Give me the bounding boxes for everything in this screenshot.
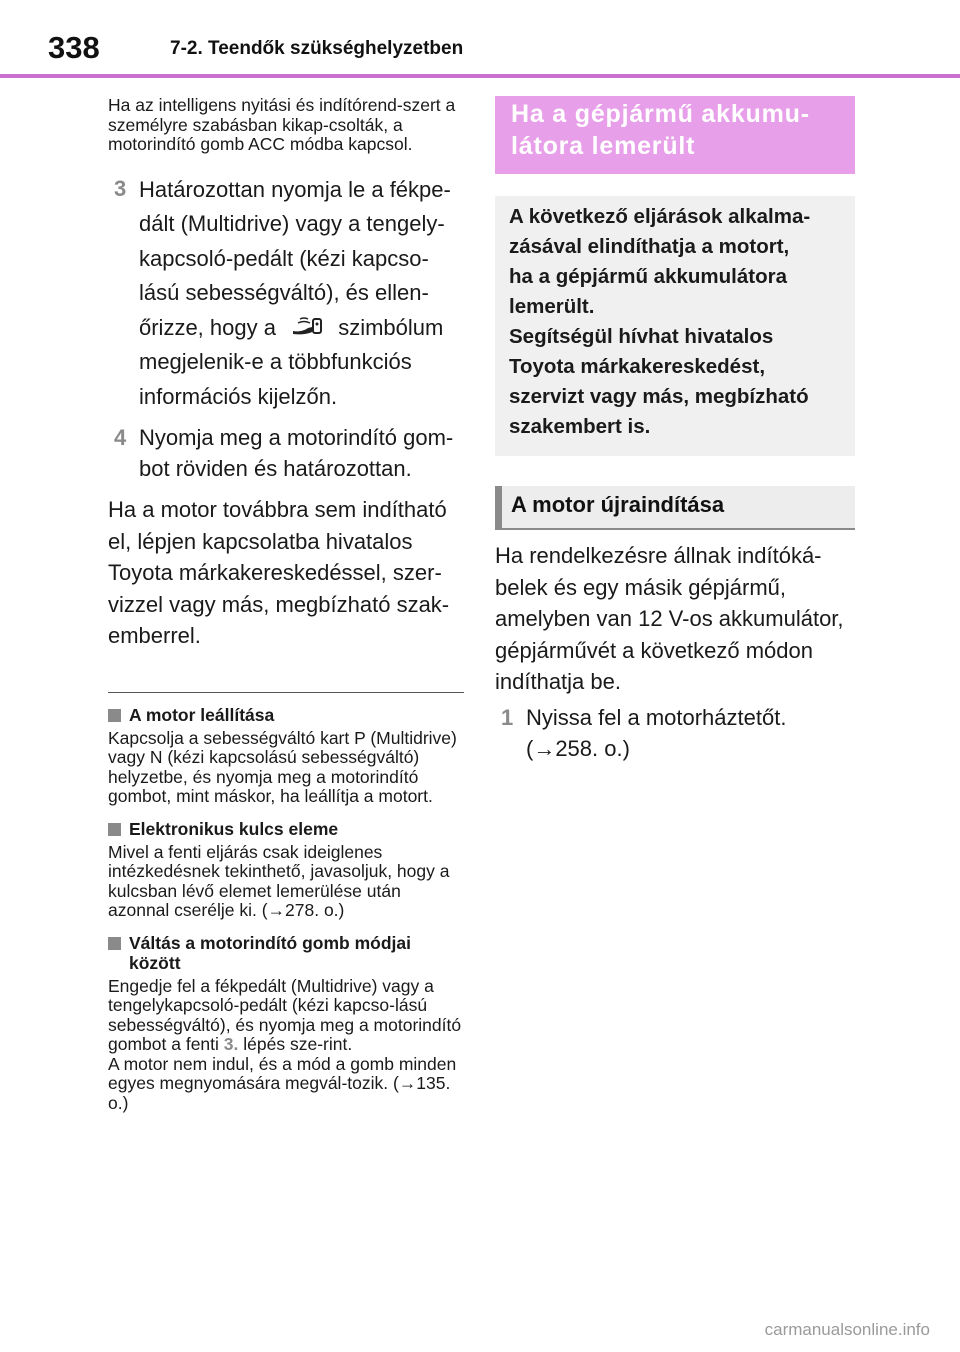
note-body: Engedje fel a fékpedált (Multidrive) vagy a tengelykapcsoló-pedált (kézi kapcso-lású sebességváltó), és nyomja meg a motorindító gombot a fenti 3. lépés sze-rint. A motor nem indul, és a mód a gomb minden egyes megnyomására megvál-tozik. (→135. o.) [108, 975, 462, 1113]
page-header [0, 0, 960, 78]
note-switching-modes [108, 933, 466, 1114]
step-number: 3 [114, 175, 127, 201]
note-body: Kapcsolja a sebességváltó kart P (Multidrive) vagy N (kézi kapcsolású sebességváltó) helyzetbe, és nyomja meg a motorindító gombot, mint máskor, ha leállítja a motort. [108, 727, 457, 806]
intro-note: Ha az intelligens nyitási és indítórend-szert a személyre szabásban kikap-csolták, a motorindító gomb ACC módba kapcsol. [108, 95, 456, 154]
left-column [108, 96, 466, 1113]
page-number: 338 [48, 30, 100, 65]
header-rule [0, 74, 960, 78]
title-bar [495, 486, 502, 530]
step-reference: 3. [223, 1034, 239, 1054]
note-heading: Váltás a motorindító gomb módjai között [108, 933, 466, 973]
step-text: Nyissa fel a motorháztetőt. (→258. o.) [526, 704, 787, 761]
step-text-after: szimbólum megjelenik-e a többfunkciós információs kijelzőn. [139, 314, 444, 409]
step-1 [495, 702, 855, 764]
note-heading: Elektronikus kulcs eleme [108, 819, 466, 839]
battery-section-title: Ha a gépjármű akkumu- látora lemerült [495, 96, 855, 174]
note-key-battery [108, 819, 466, 921]
step-text: Nyomja meg a motorindító gom-bot röviden és határozottan. [139, 425, 454, 481]
restart-section-title: A motor újraindítása [495, 486, 855, 530]
battery-info-box: A következő eljárások alkalma- zásával elindíthatja a motort, ha a gépjármű akkumulátora lemerült. Segítségül hívhat hivatalos Toyota márkakereskedést, szervizt vagy más, megbízható szakembert is. [495, 196, 855, 456]
step-number: 4 [114, 425, 127, 450]
jumpstart-paragraph: Ha rendelkezésre állnak indítóká-belek és egy másik gépjármű, amelyben van 12 V-os akkumulátor, gépjárművét a következő módon indíthatja be. [495, 543, 844, 694]
key-foot-symbol-icon [290, 315, 324, 337]
right-column [495, 96, 855, 772]
step-4 [108, 422, 466, 484]
square-bullet-icon [108, 937, 121, 950]
square-bullet-icon [108, 709, 121, 722]
watermark: carmanualsonline.info [764, 1320, 930, 1339]
note-stopping-engine [108, 705, 466, 807]
step-3 [108, 173, 466, 415]
step-text-before: Határozottan nyomja le a fékpe-dált (Multidrive) vagy a tengely-kapcsoló-pedált (kézi kapcso-lású sebességváltó), és ellen-őrizze, hogy a [139, 176, 451, 340]
chapter-title: 7-2. Teendők szükséghelyzetben [170, 38, 464, 59]
square-bullet-icon [108, 823, 121, 836]
step-text [139, 173, 466, 415]
section-divider [108, 692, 464, 693]
note-heading: A motor leállítása [108, 705, 466, 725]
step-number: 1 [501, 704, 514, 730]
note-body: Mivel a fenti eljárás csak ideiglenes intézkedésnek tekinthető, javasoljuk, hogy a kulcsban lévő elemet lemerülése után azonnal cserélje ki. (→278. o.) [108, 841, 450, 920]
contact-paragraph: Ha a motor továbbra sem indítható el, lépjen kapcsolatba hivatalos Toyota márkakereskedéssel, szer-vizzel vagy más, megbízható szak-emberrel. [108, 497, 450, 648]
